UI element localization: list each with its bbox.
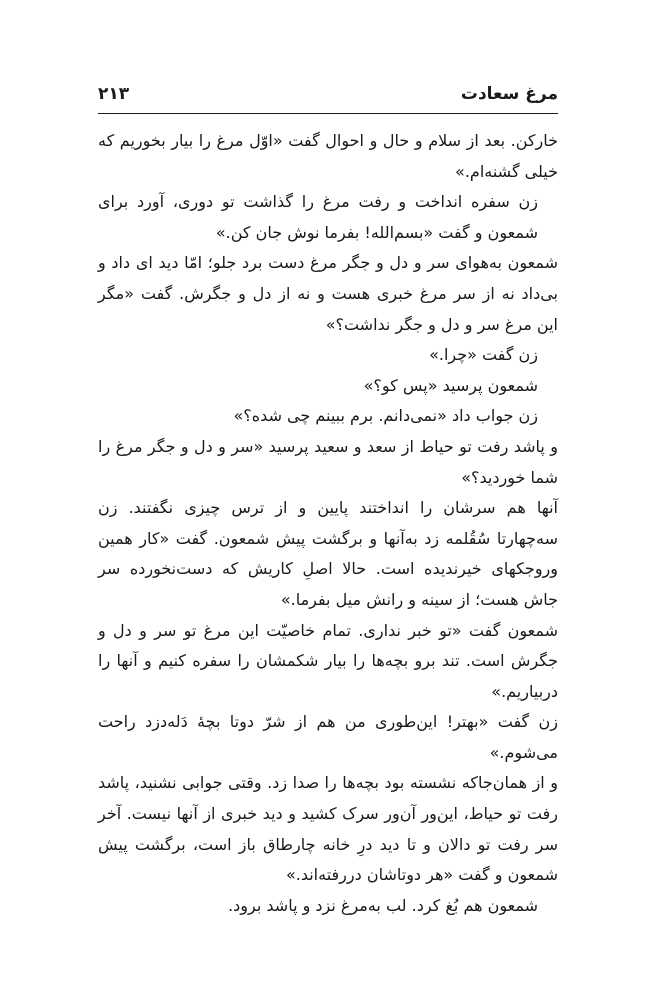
- header-rule: [98, 113, 558, 114]
- body-text: [98, 126, 558, 921]
- paragraph: زن جواب داد «نمی‌دانم. برم ببینم چی شده؟»: [233, 406, 538, 426]
- paragraph: و از همان‌جاکه نشسته بود بچه‌ها را صدا زد. وقتی جوابی نشنید، پاشد رفت تو حیاط، این‌ور آن‌ور سرک کشید و دید خبری از آنها نیست. آخر سر رفت تو دالان و تا دید درِ خانه چارطاق باز است، برگشت پیش شمعون و گفت «هر دوتاشان دررفته‌اند.»: [98, 773, 558, 885]
- paragraph: زن گفت «چرا.»: [429, 345, 538, 365]
- paragraph: و پاشد رفت تو حیاط از سعد و سعید پرسید «سر و دل و جگر مرغ را شما خوردید؟»: [98, 436, 558, 487]
- paragraph: شمعون به‌هوای سر و دل و جگر مرغ دست برد جلو؛ امّا دید ای داد و بی‌داد نه از سر مرغ خبری هست و نه از دل و جگرش. گفت «مگر این مرغ سر و دل و جگر نداشت؟»: [98, 253, 558, 334]
- paragraph: شمعون پرسید «پس کو؟»: [363, 375, 538, 395]
- paragraph: آنها هم سرشان را انداختند پایین و از ترس چیزی نگفتند. زن سه‌چهارتا سُقُلمه زد به‌آنها و برگشت پیش شمعون. گفت «کار همین وروجکهای خیرندیده است. حالا اصلِ کاریش که دست‌نخورده سر جاش هست؛ از سینه و رانش میل بفرما.»: [98, 498, 558, 609]
- running-title: مرغ سعادت: [460, 84, 558, 104]
- paragraph: شمعون گفت «تو خبر نداری. تمام خاصیّت این مرغ تو سر و دل و جگرش است. تند برو بچه‌ها را بیار شکمشان را سفره کنیم و آنها را دربیاریم.»: [98, 620, 558, 701]
- paragraph: زن گفت «بهتر! این‌طوری من هم از شرّ دوتا بچهٔ دَله‌دزد راحت می‌شوم.»: [98, 712, 558, 762]
- paragraph: زن سفره انداخت و رفت مرغ را گذاشت تو دوری، آورد برای شمعون و گفت «بسم‌الله! بفرما نوش جان کن.»: [98, 192, 538, 242]
- page-header: [98, 84, 558, 112]
- paragraph: شمعون هم بُغ کرد. لب به‌مرغ نزد و پاشد برود.: [228, 895, 538, 915]
- page-number: ۲۱۳: [98, 84, 130, 104]
- paragraph: خارکن. بعد از سلام و حال و احوال گفت «اوّل مرغ را بیار بخوریم که خیلی گشنه‌ام.»: [98, 131, 558, 181]
